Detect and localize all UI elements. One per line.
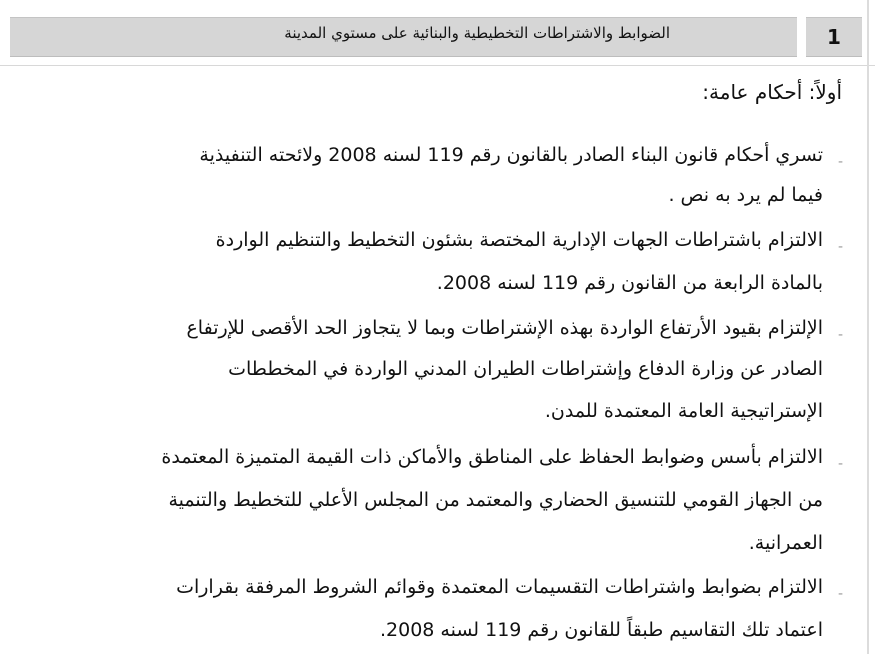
section-number: 1 [806, 17, 862, 57]
paragraph-line: العمرانية. [748, 532, 823, 554]
bullet-marker: - [837, 327, 843, 343]
bullet-marker: - [837, 586, 843, 602]
paragraph-line: بالمادة الرابعة من القانون رقم 119 لسنه 2008. [436, 272, 823, 294]
paragraph-line: الالتزام بأسس وضوابط الحفاظ على المناطق والأماكن ذات القيمة المتميزة المعتمدة [161, 446, 823, 468]
header-title: الضوابط والاشتراطات التخطيطية والبنائية على مستوي المدينة [284, 24, 670, 42]
paragraph-line: الصادر عن وزارة الدفاع وإشتراطات الطيران المدني الواردة في المخططات [228, 358, 823, 380]
paragraph-line: من الجهاز القومي للتنسيق الحضاري والمعتمد من المجلس الأعلي للتخطيط والتنمية [168, 489, 823, 511]
paragraph-line: الإستراتيجية العامة المعتمدة للمدن. [544, 400, 823, 422]
bullet-marker: - [837, 239, 843, 255]
paragraph-line: الإلتزام بقيود الأرتفاع الواردة بهذه الإشتراطات وبما لا يتجاوز الحد الأقصى للإرتفاع [186, 317, 823, 339]
section-header [0, 0, 875, 74]
page-edge [867, 0, 869, 654]
paragraph-line: تسري أحكام قانون البناء الصادر بالقانون رقم 119 لسنه 2008 ولائحته التنفيذية [199, 144, 823, 166]
paragraph-line: الالتزام بضوابط واشتراطات التقسيمات المعتمدة وقوائم الشروط المرفقة بقرارات [176, 576, 823, 598]
bullet-marker: - [837, 154, 843, 170]
section-heading: أولاً: أحكام عامة: [702, 80, 842, 104]
paragraph-line: فيما لم يرد به نص . [668, 184, 823, 206]
bullet-marker: - [837, 456, 843, 472]
header-divider [0, 65, 875, 66]
paragraph-line: اعتماد تلك التقاسيم طبقاً للقانون رقم 119 لسنه 2008. [379, 619, 823, 641]
paragraph-line: الالتزام باشتراطات الجهات الإدارية المختصة بشئون التخطيط والتنظيم الواردة [215, 229, 823, 251]
